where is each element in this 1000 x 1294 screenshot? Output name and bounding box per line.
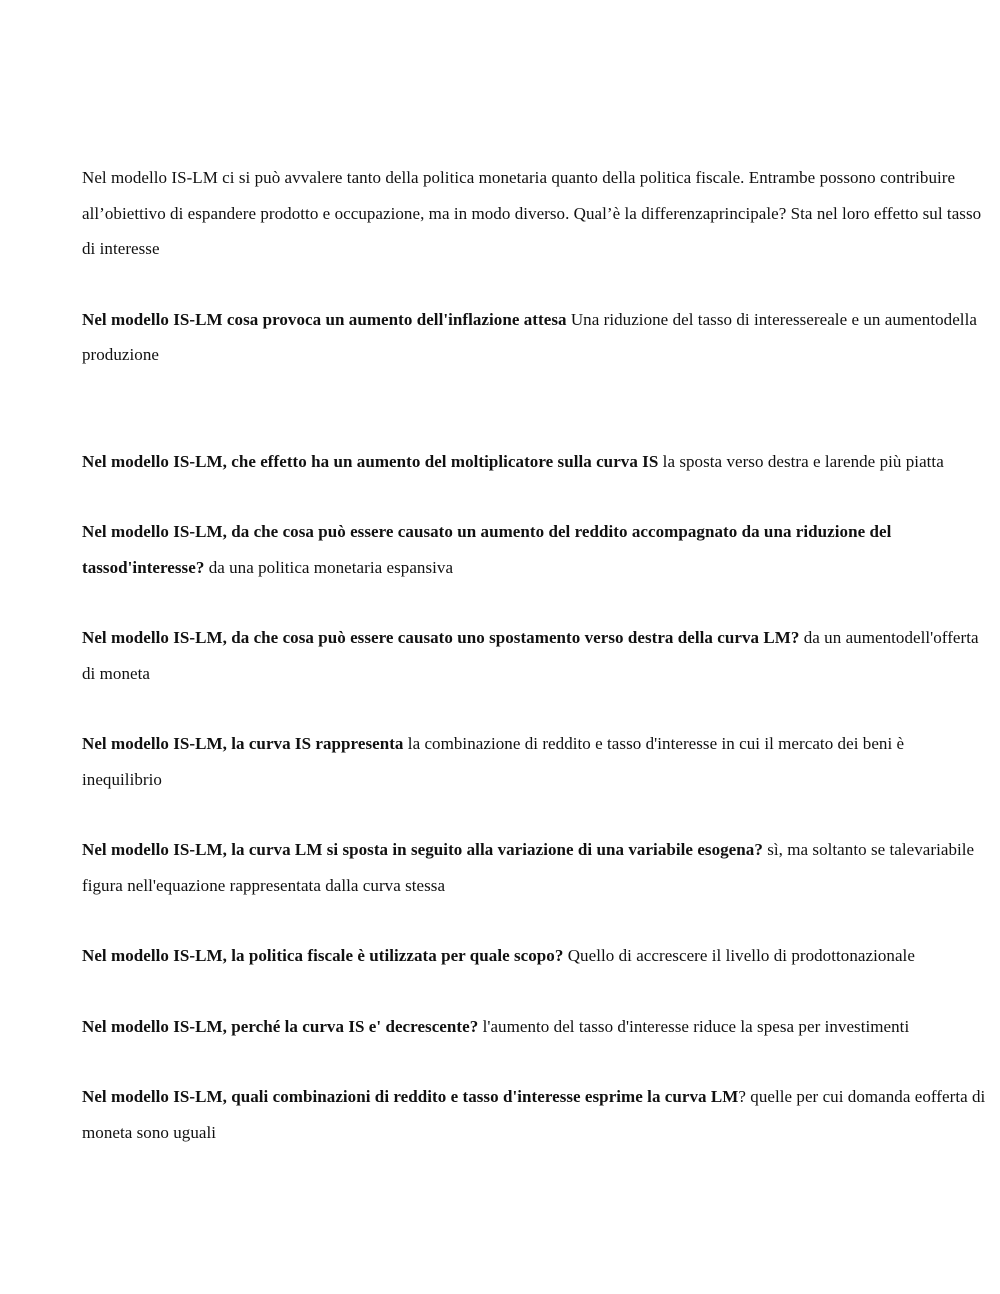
question-text: Nel modello IS-LM, che effetto ha un aumento del moltiplicatore sulla curva IS (82, 451, 659, 471)
question-text: Nel modello IS-LM, perché la curva IS e' decrescente? (82, 1016, 479, 1036)
answer-text: ? quelle per cui domanda eofferta di moneta sono uguali (82, 1087, 986, 1142)
question-text: Nel modello IS-LM, quali combinazioni di reddito e tasso d'interesse esprime la curva LM (82, 1087, 739, 1106)
paragraph-intro (82, 160, 987, 267)
qa-entry (82, 1079, 987, 1150)
answer-text: Una riduzione del tasso di interessereale e un aumentodella produzione (82, 309, 977, 364)
qa-entry (82, 1009, 987, 1045)
question-text: Nel modello IS-LM cosa provoca un aumento dell'inflazione attesa (82, 309, 567, 329)
answer-text: l'aumento del tasso d'interesse riduce la spesa per investimenti (482, 1016, 910, 1036)
document-page (82, 160, 987, 1150)
qa-entry (82, 726, 987, 797)
answer-text: Nel modello IS-LM ci si può avvalere tanto della politica monetaria quanto della politica fiscale. Entrambe possono contribuire all’obiettivo di espandere prodotto e occupazione, ma in modo diverso. Qual’è la differenzaprincipale? Sta nel loro effetto sul tasso di interesse (82, 168, 982, 258)
qa-entry (82, 938, 987, 974)
answer-text: Quello di accrescere il livello di prodottonazionale (567, 946, 915, 965)
answer-text: la combinazione di reddito e tasso d'interesse in cui il mercato dei beni è inequilibrio (82, 734, 905, 789)
qa-entry (82, 444, 987, 480)
question-text: Nel modello IS-LM, la curva LM si sposta in seguito alla variazione di una variabile esogena? (82, 840, 763, 859)
answer-text: da una politica monetaria espansiva (208, 557, 454, 577)
answer-text: la sposta verso destra e larende più piatta (662, 451, 944, 471)
answer-text: da un aumentodell'offerta di moneta (82, 628, 979, 683)
answer-text: sì, ma soltanto se talevariabile figura nell'equazione rappresentata dalla curva stessa (82, 840, 975, 895)
question-text: Nel modello IS-LM, da che cosa può essere causato uno spostamento verso destra della curva LM? (82, 628, 800, 647)
qa-entry (82, 514, 987, 585)
qa-entry (82, 832, 987, 903)
qa-entry (82, 620, 987, 691)
qa-entry (82, 302, 987, 373)
question-text: Nel modello IS-LM, da che cosa può essere causato un aumento del reddito accompagnato da una riduzione del tassod'interesse? (82, 522, 892, 577)
question-text: Nel modello IS-LM, la politica fiscale è utilizzata per quale scopo? (82, 946, 564, 965)
question-text: Nel modello IS-LM, la curva IS rappresenta (82, 734, 404, 753)
